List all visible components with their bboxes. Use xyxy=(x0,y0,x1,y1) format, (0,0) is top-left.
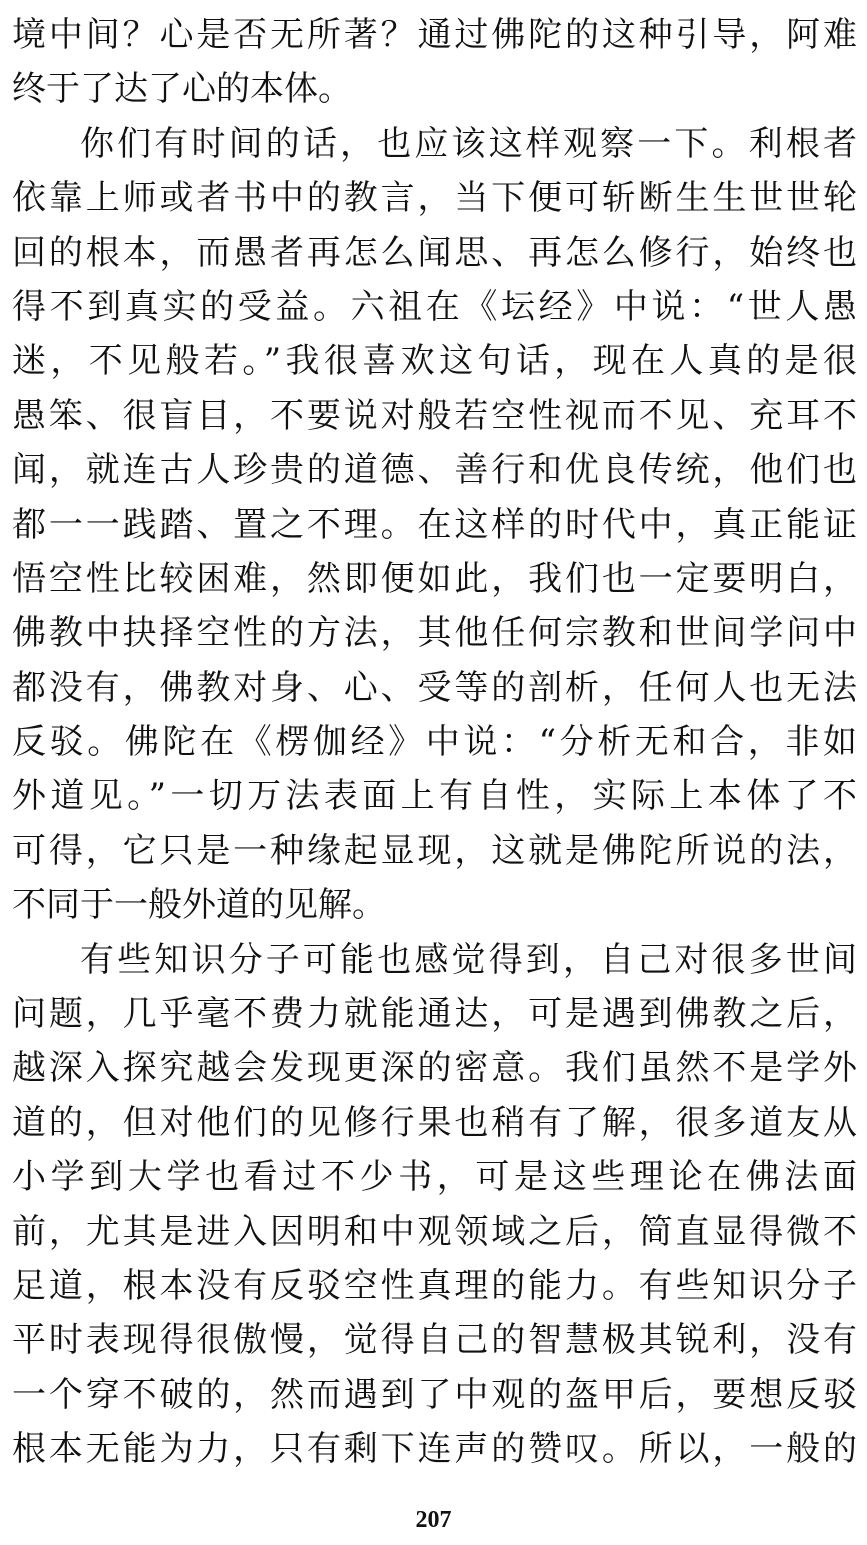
text-line: 问题，几乎毫不费力就能通达，可是遇到佛教之后， xyxy=(12,994,857,1035)
text-line: 愚笨、很盲目，不要说对般若空性视而不见、充耳不 xyxy=(12,395,857,436)
text-line: 前，尤其是进入因明和中观领域之后，简直显得微不 xyxy=(12,1211,857,1252)
text-line: 平时表现得很傲慢，觉得自己的智慧极其锐利，没有 xyxy=(12,1320,857,1361)
text-line: 不同于一般外道的见解。 xyxy=(12,885,386,926)
text-line: 你们有时间的话，也应该这样观察一下。利根者 xyxy=(80,123,857,164)
text-line: 可得，它只是一种缘起显现，这就是佛陀所说的法， xyxy=(12,830,857,871)
page-number: 207 xyxy=(415,1507,452,1533)
text-line: 迷，不见般若。”我很喜欢这句话，现在人真的是很 xyxy=(12,341,857,382)
body-text xyxy=(12,8,857,1477)
text-line: 悟空性比较困难，然即便如此，我们也一定要明白， xyxy=(12,558,857,599)
text-line: 闻，就连古人珍贵的道德、善行和优良传统，他们也 xyxy=(12,450,857,491)
text-line: 得不到真实的受益。六祖在《坛经》中说：“世人愚 xyxy=(12,286,857,327)
text-line: 根本无能为力，只有剩下连声的赞叹。所以，一般的 xyxy=(12,1429,857,1470)
text-line: 都没有，佛教对身、心、受等的剖析，任何人也无法 xyxy=(12,667,857,708)
text-line: 越深入探究越会发现更深的密意。我们虽然不是学外 xyxy=(12,1048,857,1089)
text-line: 有些知识分子可能也感觉得到，自己对很多世间 xyxy=(80,939,857,980)
text-line: 一个穿不破的，然而遇到了中观的盔甲后，要想反驳 xyxy=(12,1374,857,1415)
text-line: 都一一践踏、置之不理。在这样的时代中，真正能证 xyxy=(12,504,857,545)
text-line: 终于了达了心的本体。 xyxy=(12,69,352,110)
text-line: 道的，但对他们的见修行果也稍有了解，很多道友从 xyxy=(12,1102,857,1143)
text-line: 足道，根本没有反驳空性真理的能力。有些知识分子 xyxy=(12,1265,857,1306)
text-line: 小学到大学也看过不少书，可是这些理论在佛法面 xyxy=(12,1157,857,1198)
text-line: 外道见。”一切万法表面上有自性，实际上本体了不 xyxy=(12,776,857,817)
text-line: 依靠上师或者书中的教言，当下便可斩断生生世世轮 xyxy=(12,178,857,219)
text-line: 回的根本，而愚者再怎么闻思、再怎么修行，始终也 xyxy=(12,232,857,273)
text-line: 佛教中抉择空性的方法，其他任何宗教和世间学问中 xyxy=(12,613,857,654)
text-line: 境中间？心是否无所著？通过佛陀的这种引导，阿难 xyxy=(12,15,857,55)
text-line: 反驳。佛陀在《楞伽经》中说：“分析无和合，非如 xyxy=(12,722,857,763)
